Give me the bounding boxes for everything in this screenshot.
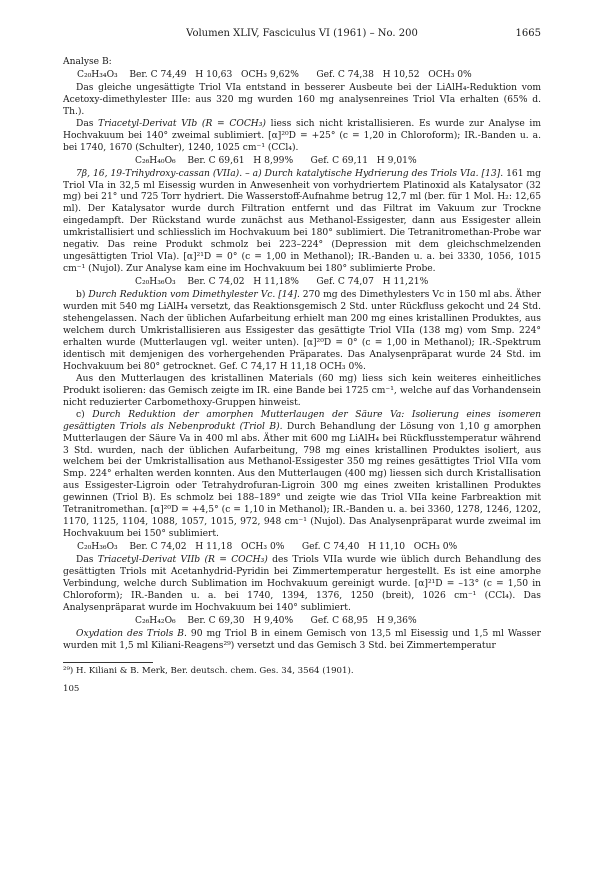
analysis-heading: Analyse B: — [63, 57, 112, 67]
page-number: 1665 — [515, 28, 541, 39]
compound-name: Triacetyl-Derivat VIb (R = COCH₃) — [98, 118, 266, 129]
paragraph — [63, 169, 541, 277]
elemental-analysis-line: C₂₀H₃₄O₃ Ber. C 74,49 H 10,63 OCH₃ 9,62% Gef. C 74,38 H 10,52 OCH₃ 0% — [77, 69, 472, 80]
elemental-analysis-line: C₂₀H₃₆O₃ Ber. C 74,02 H 11,18 OCH₃ 0% Gef. C 74,40 H 11,10 OCH₃ 0% — [77, 542, 458, 553]
paragraph — [63, 119, 541, 155]
text-run: 161 mg Triol VIa in 32,5 ml Eisessig wurden in Anwesenheit von vorhydriertem Platinoxid als Katalysator (32 mg) bei 21° und 725 Torr hydriert. Die Wasserstoff-Aufnahme betrug 12,7 ml (ber. für 1 Mol. H₂: 12,65 ml). Der Katalysator wurde durch Filtration entfernt und das Filtrat im Vakuum zur Trockne eingedampft. Der Rückstand wurde zunächst aus Methanol-Essigester, dann aus Essigester allein umkristallisiert und schliesslich im Hochvakuum bei 180° sublimiert. Die Tetranitromethan-Probe war negativ. Das reine Produkt schmolz bei 223–224° (Depression mit dem gleichschmelzenden ungesättigten Triol VIa). [α]²¹D = 0° (c = 1,00 in Methanol); IR.-Banden u. a. bei 3330, 1056, 1015 cm⁻¹ (Nujol). Zur Analyse kam eine im Hochvakuum bei 180° sublimierte Probe. — [63, 168, 541, 275]
elemental-analysis-line: C₂₆H₄₀O₆ Ber. C 69,61 H 8,99% Gef. C 69,11 H 9,01% — [135, 155, 417, 166]
subsection-heading: Durch Reduktion vom Dimethylester Vc. [14]. — [88, 290, 300, 301]
subsection-heading: Durch Reduktion der amorphen Mutterlaugen der Säure Va: Isolierung eines isomeren gesättigten Triols als Nebenprodukt (Triol B). — [63, 409, 541, 432]
paragraph — [63, 410, 541, 541]
text-run: liess sich nicht kristallisieren. Es wurde zur Analyse im Hochvakuum bei 140° zweimal sublimiert. [α]²⁰D = +25° (c = 1,20 in Chloroform); IR.-Banden u. a. bei 1740, 1670 (Schulter), 1240, 1025 cm⁻¹ (CCl₄). — [63, 118, 541, 153]
paragraph: Aus den Mutterlaugen des kristallinen Materials (60 mg) liess sich kein weiteres einheitliches Produkt isolieren: das Gemisch zeigte im IR. eine Bande bei 1725 cm⁻¹, welche auf das Vorhandensein nicht reduzierter Carbomethoxy-Gruppen hinweist. — [63, 373, 541, 408]
elemental-analysis-line: C₂₆H₄₂O₆ Ber. C 69,30 H 9,40% Gef. C 68,95 H 9,36% — [135, 615, 417, 626]
paragraph — [63, 290, 541, 374]
paragraph — [63, 629, 541, 653]
text-run: Das — [76, 555, 98, 566]
journal-page — [63, 28, 541, 696]
text-run: 90 mg Triol B in einem Gemisch von 13,5 ml Eisessig und 1,5 ml Wasser wurden mit 1,5 ml Kiliani-Reagens²⁹) versetzt und das Gemisch 3 Std. bei Zimmertemperatur — [63, 628, 542, 651]
text-run: b) — [76, 290, 89, 301]
signature-folio: 105 — [63, 683, 80, 694]
elemental-analysis-line: C₂₀H₃₆O₃ Ber. C 74,02 H 11,18% Gef. C 74,07 H 11,21% — [135, 277, 429, 288]
journal-volume-line: Volumen XLIV, Fasciculus VI (1961) – No. 200 — [186, 28, 418, 39]
compound-name: Triacetyl-Derivat VIIb (R = COCH₃) — [97, 555, 268, 566]
text-run: c) — [76, 409, 93, 420]
text-run: des Triols VIIa wurde wie üblich durch Behandlung des gesättigten Triols mit Acetanhydrid-Pyridin bei Zimmertemperatur hergestellt. Es ist eine amorphe Verbindung, welche durch Sublimation im Hochvakuum gereinigt wurde. [α]²¹D = –13° (c = 1,50 in Chloroform); IR.-Banden u. a. bei 1740, 1394, 1376, 1250 (breit), 1026 cm⁻¹ (CCl₄). Das Analysenpräparat wurde im Hochvakuum bei 140° sublimiert. — [63, 555, 542, 613]
footnote-rule — [63, 662, 153, 663]
running-header — [63, 28, 541, 42]
section-heading: Oxydation des Triols B. — [76, 628, 187, 639]
paragraph: Das gleiche ungesättigte Triol VIa entstand in besserer Ausbeute bei der LiAlH₄-Reduktion vom Acetoxy-dimethylester IIIe: aus 320 mg wurden 160 mg analysenreines Triol VIa erhalten (65% d. Th.). — [63, 82, 541, 117]
section-heading: 7β, 16, 19-Trihydroxy-cassan (VIIa). – a) Durch katalytische Hydrierung des Triols VIa. [13]. — [76, 168, 504, 179]
text-run: Das — [76, 118, 99, 129]
footnote: ²⁹) H. Kiliani & B. Merk, Ber. deutsch. chem. Ges. 34, 3564 (1901). — [63, 665, 354, 676]
paragraph — [63, 555, 541, 615]
text-run: 270 mg des Dimethylesters Vc in 150 ml abs. Äther wurden mit 540 mg LiAlH₄ versetzt, das Reaktionsgemisch 2 Std. unter Rückfluss gekocht und 24 Std. stehengelassen. Nach der üblichen Aufarbeitung erhielt man 200 mg eines kristallinen Produktes, aus welchem durch Umkristallisieren aus Essigester das gesättigte Triol VIIa (138 mg) vom Smp. 224° erhalten wurde (Mutterlaugen vgl. weiter unten). [α]²⁰D = 0° (c = 1,00 in Methanol); IR.-Spektrum identisch mit demjenigen des vorhergehenden Präparates. Das Analysenpräparat wurde 24 Std. im Hochvakuum bei 80° getrocknet. Gef. C 74,17 H 11,18 OCH₃ 0%. — [63, 290, 541, 372]
text-run: Durch Behandlung der Lösung von 1,10 g amorphen Mutterlaugen der Säure Va in 400 ml abs. Äther mit 600 mg LiAlH₄ bei Rückflusstemperatur während 3 Std. wurden, nach der üblichen Aufarbeitung, 798 mg eines kristallinen Produktes isoliert, aus welchem bei der Umkristallisation aus Methanol-Essigester 350 mg reines gesättigtes Triol VIIa vom Smp. 224° erhalten werden konnten. Aus den Mutterlaugen (400 mg) liessen sich durch Kristallisation aus Essigester-Ligroin oder Tetrahydrofuran-Ligroin 300 mg eines zweiten kristallinen Produktes gewinnen (Triol B). Es schmolz bei 188–189° und zeigte wie das Triol VIIa keine Farbreaktion mit Tetranitromethan. [α]²⁰D = +4,5° (c = 1,10 in Methanol); IR.-Banden u. a. bei 3360, 1278, 1246, 1202, 1170, 1125, 1104, 1088, 1057, 1015, 972, 948 cm⁻¹ (Nujol). Das Analysenpräparat wurde zweimal im Hochvakuum bei 150° sublimiert. — [63, 421, 541, 540]
